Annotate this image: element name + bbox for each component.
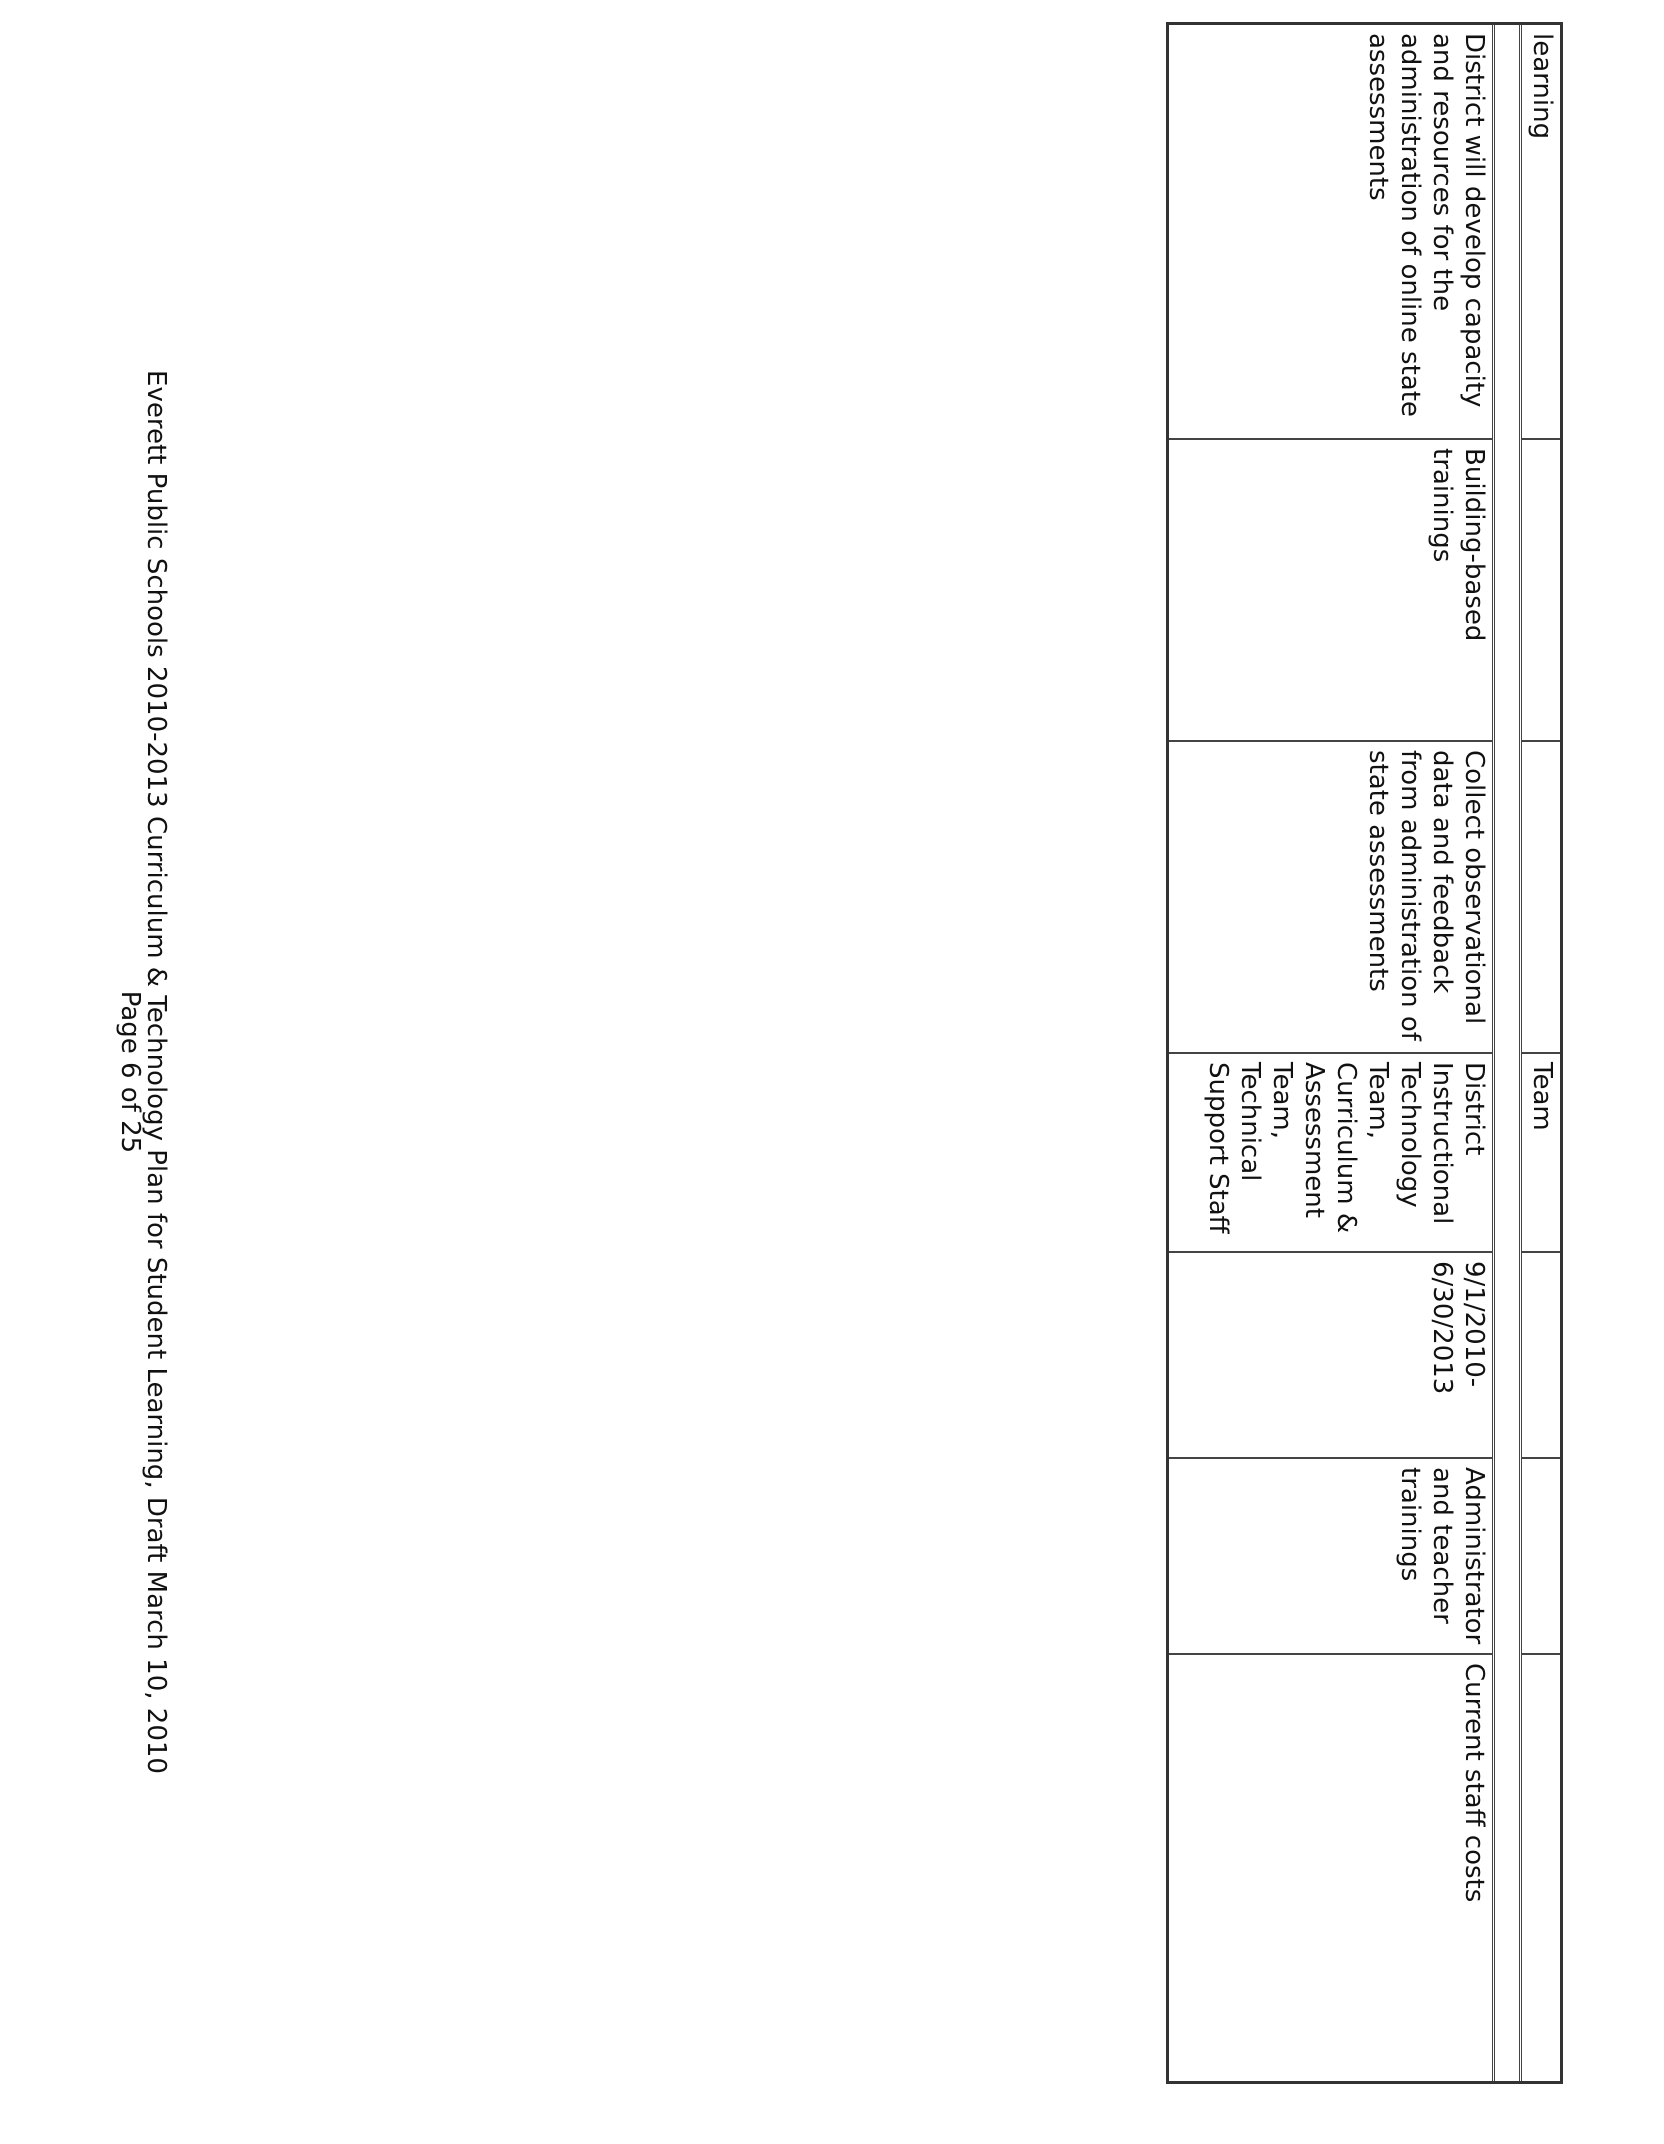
footer-title: Everett Public Schools 2010-2013 Curriculum & Technology Plan for Student Learning, Draft March 10, 2010 [141,370,171,1774]
cell-timeline: 9/1/2010-6/30/2013 [1169,1253,1492,1459]
cell-prof-dev: Administrator and teacher trainings [1169,1459,1492,1655]
top-cell-budget [1522,1655,1560,2081]
cell-evaluation: Collect observational data and feedback from administration of state assessments [1169,742,1492,1054]
top-cell-activity [1522,440,1560,742]
cell-activity: Building-based trainings [1169,440,1492,742]
cell-goal: District will develop capacity and resources for the administration of online state assessments [1169,25,1492,440]
cell-responsible: District Instructional Technology Team, Curriculum & Assessment Team, Technical Support Staff [1169,1054,1492,1253]
page-number: Page 6 of 25 [115,990,145,1154]
top-cell-evaluation [1522,742,1560,1054]
top-cell-timeline [1522,1253,1560,1459]
plan-table [1166,22,1563,2084]
row-divider [1492,25,1495,2081]
top-cell-prof-dev [1522,1459,1560,1655]
cell-budget: Current staff costs [1459,1663,1489,1903]
top-cell-goal: learning [1522,25,1560,440]
top-cell-responsible: Team [1522,1054,1560,1253]
